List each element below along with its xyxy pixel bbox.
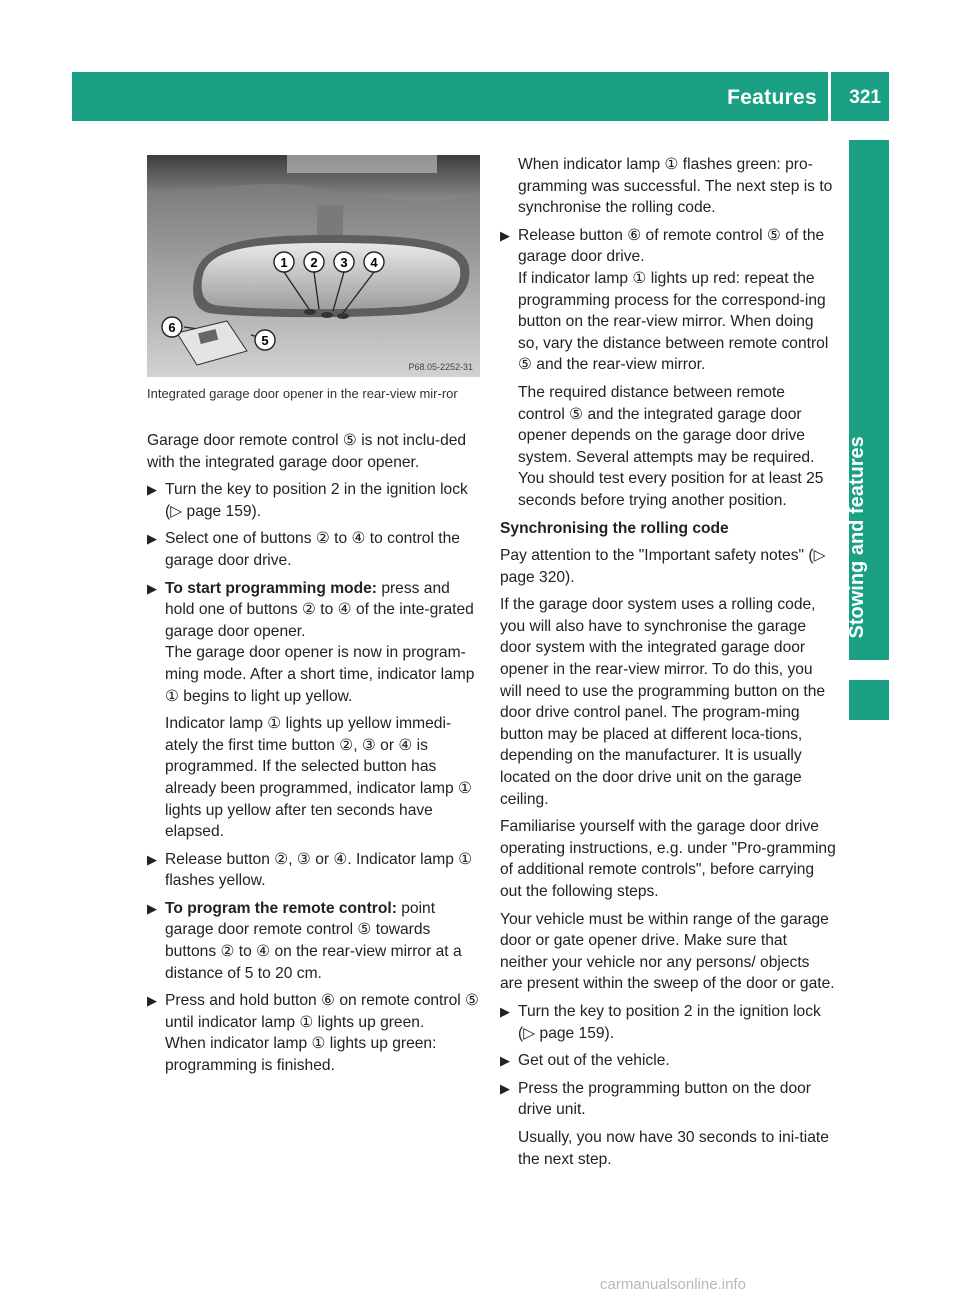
step-title: To program the remote control: (165, 899, 397, 917)
paragraph: Your vehicle must be within range of the garage door or gate opener drive. Make sure that neither your vehicle nor any persons/ objects are present within the sweep of the door or gate. (500, 910, 835, 993)
step-arrow-icon: ▶ (147, 531, 157, 547)
step-text: point garage door remote control ⑤ towards buttons ② to ④ on the rear-view mirror at a distance of 5 to 20 cm. (165, 899, 462, 982)
step-ignition (147, 479, 483, 522)
step-text: Select one of buttons ② to ④ to control the garage door drive. (165, 530, 460, 569)
step-detail: The required distance between remote control ⑤ and the integrated garage door opener depends on the garage door drive system. Several attempts may be required. You should test every position for at least 25 seconds before trying another position. (518, 383, 824, 509)
step-text: Press and hold button ⑥ on remote control ⑤ until indicator lamp ① lights up green. (165, 992, 480, 1031)
page-number: 321 (849, 87, 881, 108)
step-exit-vehicle (500, 1050, 836, 1072)
callout-5: 5 (261, 333, 269, 348)
step-text: Release button ⑥ of remote control ⑤ of the garage door drive. (518, 226, 825, 266)
callout-4: 4 (370, 255, 378, 270)
callout-2: 2 (310, 255, 318, 270)
step-arrow-icon: ▶ (500, 227, 510, 243)
header-bar (72, 72, 889, 121)
step-press-programming (500, 1078, 836, 1121)
step-detail: When indicator lamp ① flashes green: pro-gramming was successful. The next step is to synchronise the rolling code. (518, 156, 833, 217)
section-title: Features (727, 86, 817, 109)
step-arrow-icon: ▶ (147, 580, 157, 596)
step-text: press and hold one of buttons ② to ④ of the inte-grated garage door opener. (165, 579, 474, 640)
callout-6: 6 (168, 320, 176, 335)
chapter-tab-label-wrap (846, 140, 889, 650)
step-arrow-icon: ▶ (147, 993, 157, 1009)
step-detail: Usually, you now have 30 seconds to ini-tiate the next step. (518, 1128, 829, 1168)
chapter-marker (849, 680, 889, 720)
step-select-button (147, 528, 483, 571)
paragraph: Familiarise yourself with the garage door drive operating instructions, e.g. under "Pro-gramming of additional remote controls", before carrying out the following steps. (500, 818, 836, 900)
step-detail: If indicator lamp ① lights up red: repeat the programming process for the correspond-ing button on the rear-view mirror. When doing so, vary the distance between remote control ⑤ and the rear-view mirror. (518, 269, 829, 374)
step-detail: When indicator lamp ① lights up green: programming is finished. (165, 1035, 437, 1075)
step-ignition-2 (500, 1001, 836, 1044)
section-heading: Synchronising the rolling code (500, 519, 729, 537)
paragraph: If the garage door system uses a rolling code, you will also have to synchronise the garage door system with the integrated garage door opener in the rear-view mirror. To do this, you will need to use the programming button on the door drive control panel. The program-ming button may be placed at different loca-tions, depending on the manufacturer. It is usually located on the door drive unit on the garage ceiling. (500, 596, 826, 808)
step-arrow-icon: ▶ (147, 851, 157, 867)
figure-caption: Integrated garage door opener in the rear-view mir-ror (147, 386, 458, 401)
figure-code: P68.05-2252-31 (408, 362, 473, 372)
step-program-remote (147, 898, 483, 984)
mirror-figure (147, 155, 480, 377)
callout-3: 3 (340, 255, 348, 270)
step-arrow-icon: ▶ (147, 482, 157, 498)
step-arrow-icon: ▶ (500, 1080, 510, 1096)
step-text: Release button ②, ③ or ④. Indicator lamp ① flashes yellow. (165, 850, 473, 890)
right-column (500, 154, 836, 1176)
step-title: To start programming mode: (165, 579, 377, 597)
step-text: Get out of the vehicle. (518, 1052, 670, 1070)
step-text: Turn the key to position 2 in the ignition lock (▷ page 159). (518, 1002, 821, 1042)
step-arrow-icon: ▶ (500, 1003, 510, 1019)
header-divider (828, 72, 831, 121)
step-arrow-icon: ▶ (500, 1053, 510, 1069)
step-text: Turn the key to position 2 in the ignition lock (▷ page 159). (165, 481, 468, 520)
callout-1: 1 (280, 255, 288, 270)
step-detail: Indicator lamp ① lights up yellow immedi-ately the first time button ②, ③ or ④ is programmed. If the selected button has already been programmed, indicator lamp ① lights up yellow after ten seconds have elapsed. (165, 715, 472, 841)
rear-view-mirror-illustration (147, 155, 480, 377)
step-release-remote (500, 225, 836, 376)
step-detail: The garage door opener is now in program-ming mode. After a short time, indicator lamp ① begins to light up yellow. (165, 644, 475, 705)
step-text: Press the programming button on the door drive unit. (518, 1079, 811, 1119)
step-press-hold (147, 990, 483, 1076)
step-release-button (147, 849, 483, 892)
step-arrow-icon: ▶ (147, 900, 157, 916)
watermark: carmanualsonline.info (600, 1276, 746, 1293)
step-start-programming (147, 578, 483, 708)
paragraph: Pay attention to the "Important safety notes" (▷ page 320). (500, 547, 826, 586)
intro-paragraph: Garage door remote control ⑤ is not inclu-ded with the integrated garage door opener. (147, 432, 467, 471)
chapter-tab-label: Stowing and features (846, 436, 868, 639)
left-column (147, 430, 483, 1083)
